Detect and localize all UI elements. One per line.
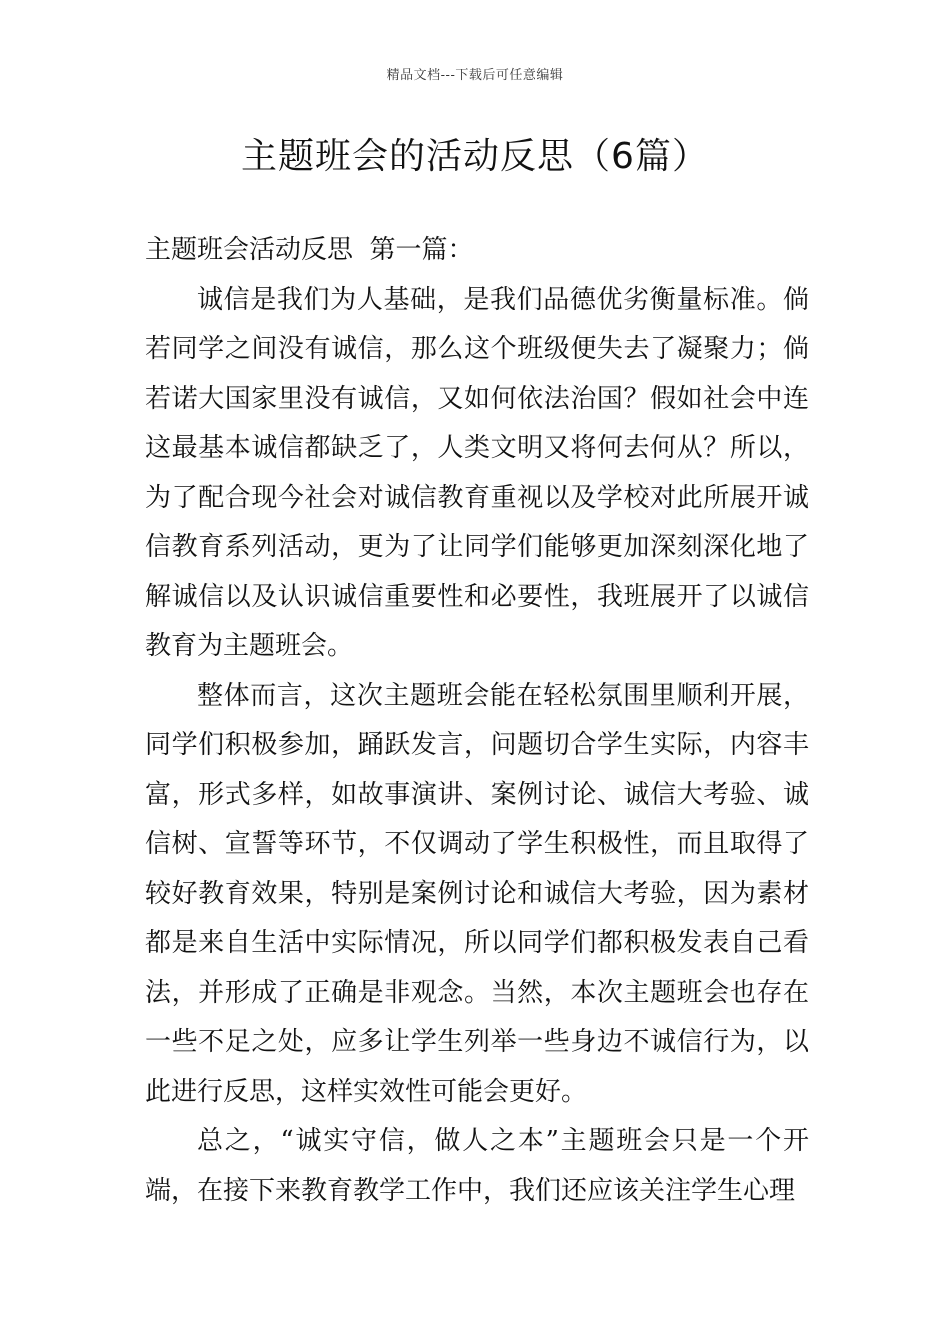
paragraph-1: 诚信是我们为人基础，是我们品德优劣衡量标准。倘若同学之间没有诚信，那么这个班级便失去了凝聚力；倘若诺大国家里没有诚信，又如何依法治国？假如社会中连这最基本诚信都缺乏了，人类文明又将何去何从？所以，为了配合现今社会对诚信教育重视以及学校对此所展开诚信教育系列活动，更为了让同学们能够更加深刻深化地了解诚信以及认识诚信重要性和必要性，我班展开了以诚信教育为主题班会。	[145, 284, 809, 661]
section-heading: 主题班会活动反思 第一篇：	[145, 235, 474, 265]
paragraph-2: 整体而言，这次主题班会能在轻松氛围里顺利开展，同学们积极参加，踊跃发言，问题切合学生实际，内容丰富，形式多样，如故事演讲、案例讨论、诚信大考验、诚信树、宣誓等环节，不仅调动了学生积极性，而且取得了较好教育效果，特别是案例讨论和诚信大考验，因为素材都是来自生活中实际情况，所以同学们都积极发表自己看法，并形成了正确是非观念。当然，本次主题班会也存在一些不足之处，应多让学生列举一些身边不诚信行为，以此进行反思，这样实效性可能会更好。	[145, 680, 809, 1107]
header-note: 精品文档---下载后可任意编辑	[386, 68, 564, 83]
paragraph-3: 总之，“诚实守信，做人之本”主题班会只是一个开端，在接下来教育教学工作中，我们还应该关注学生心理	[145, 1126, 809, 1206]
document-body	[145, 226, 809, 1216]
document-title: 主题班会的活动反思（6篇）	[241, 136, 709, 177]
